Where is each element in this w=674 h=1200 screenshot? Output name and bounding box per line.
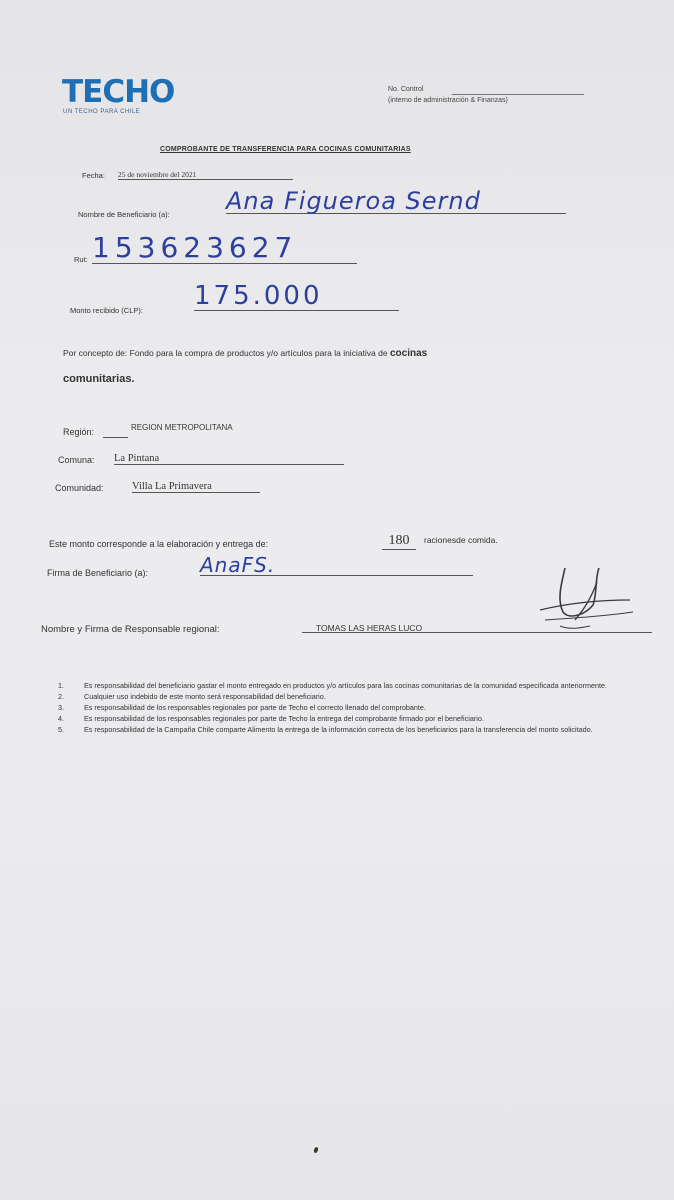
rut-label: Rut: — [74, 255, 88, 264]
beneficiary-signature-label: Firma de Beneficiario (a): — [47, 568, 149, 578]
monto-value: 175.000 — [194, 281, 323, 311]
beneficiario-label: Nombre de Beneficiario (a): — [78, 210, 170, 219]
rule-item: 3. Es responsabilidad de los responsables regionales por parte de Techo el correcto llenado del comprobante. — [58, 703, 426, 712]
techo-logo: TECHO — [62, 74, 175, 110]
fecha-label: Fecha: — [82, 171, 105, 180]
comuna-value: La Pintana — [114, 453, 344, 465]
control-number-note: (interno de administración & Finanzas) — [388, 97, 508, 104]
rule-item: 1. Es responsabilidad del beneficiario gastar el monto entregado en productos y/o artículos para las cocinas comunitarias de la comunidad especificada anteriormente. — [58, 681, 607, 690]
rules-list — [58, 680, 670, 735]
rule-item: 4. Es responsabilidad de los responsables regionales por parte de Techo la entrega del comprobante firmado por el beneficiario. — [58, 714, 484, 723]
comunidad-label: Comunidad: — [55, 483, 104, 493]
rut-value: 153623627 — [92, 231, 298, 264]
logo-subtitle: UN TECHO PARA CHILE — [63, 109, 141, 115]
rations-value: 180 — [382, 533, 416, 550]
comunidad-value: Villa La Primavera — [132, 481, 260, 493]
rule-item: 2. Cualquier uso indebido de este monto será responsabilidad del beneficiario. — [58, 692, 326, 701]
rations-suffix: racionesde comida. — [424, 535, 498, 545]
rations-prefix: Este monto corresponde a la elaboración y entrega de: — [49, 539, 269, 549]
concept-text — [63, 348, 427, 359]
concept-bold-2: comunitarias. — [63, 373, 135, 385]
rule-item: 5. Es responsabilidad de la Campaña Chile comparte Alimento la entrega de la información correcta de los beneficiarios para la transferencia del monto solicitado. — [58, 725, 593, 734]
control-number-line — [452, 94, 584, 95]
control-number-label: No. Control — [388, 86, 424, 93]
beneficiary-signature: AnaFS. — [200, 553, 276, 577]
region-blank-line — [103, 437, 128, 438]
beneficiario-line — [226, 187, 566, 215]
region-value: REGION METROPOLITANA — [131, 423, 233, 432]
document-title: COMPROBANTE DE TRANSFERENCIA PARA COCINAS COMUNITARIAS — [160, 146, 411, 153]
beneficiario-value: Ana Figueroa Sernd — [226, 187, 481, 215]
region-label: Región: — [63, 427, 95, 437]
comuna-label: Comuna: — [58, 455, 95, 465]
concept-prefix: Por concepto de: Fondo para la compra de productos y/o artículos para la iniciativa de — [63, 348, 390, 358]
rut-line — [92, 231, 357, 264]
monto-line — [194, 281, 399, 311]
responsible-name: TOMAS LAS HERAS LUCO — [316, 623, 423, 633]
beneficiary-signature-line — [200, 553, 473, 577]
responsible-label: Nombre y Firma de Responsable regional: — [41, 624, 220, 635]
ink-speck — [313, 1146, 319, 1153]
fecha-value: 25 de noviembre del 2021 — [118, 170, 293, 180]
responsible-signature-drawing — [535, 560, 635, 635]
monto-label: Monto recibido (CLP): — [70, 306, 143, 315]
concept-bold-1: cocinas — [389, 348, 428, 359]
